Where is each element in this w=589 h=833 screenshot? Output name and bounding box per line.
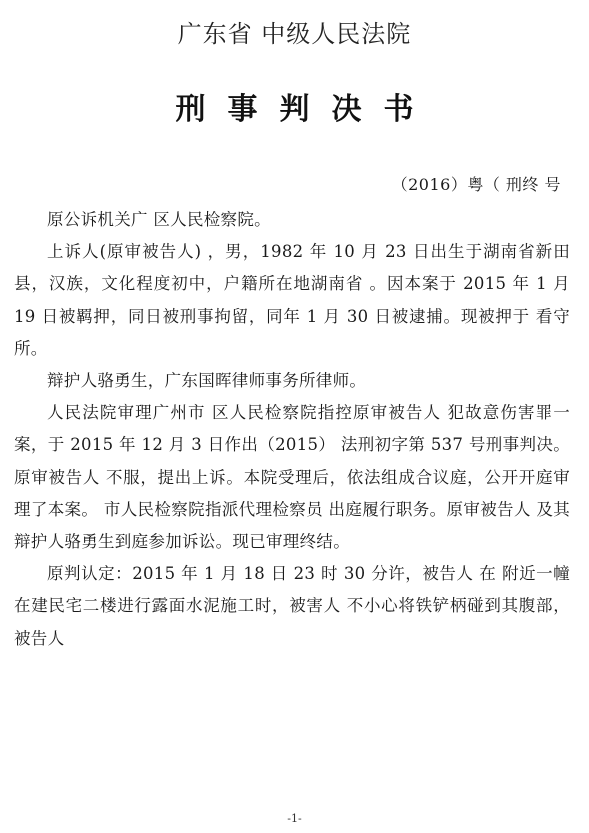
appellant-paragraph: 上诉人(原审被告人) ，男，1982 年 10 月 23 日出生于湖南省新田县，汉族，文化程度初中，户籍所在地湖南省 。因本案于 2015 年 1 月 19 日被羁押，同日被刑事拘留，同年 1 月 30 日被逮捕。现被押于 看守所。 bbox=[14, 242, 570, 358]
procedure-paragraph: 人民法院审理广州市 区人民检察院指控原审被告人 犯故意伤害罪一案，于 2015 年 12 月 3 日作出（2015） 法刑初字第 537 号刑事判决。原审被告人 不服，提出上诉。本院受理后，依法组成合议庭，公开开庭审理了本案。 市人民检察院指派代理检察员 出庭履行职务。原审被告人 及其辩护人骆勇生到庭参加诉讼。现已审理终结。 bbox=[14, 403, 570, 552]
defender-paragraph: 辩护人骆勇生，广东国晖律师事务所律师。 bbox=[47, 371, 367, 391]
judgment-body bbox=[14, 204, 570, 655]
findings-paragraph: 原判认定：2015 年 1 月 18 日 23 时 30 分许，被告人 在 附近一幢在建民宅二楼进行露面水泥施工时，被害人 不小心将铁铲柄碰到其腹部，被告人 bbox=[14, 564, 570, 648]
case-number: （2016）粤（ 刑终 号 bbox=[391, 175, 561, 194]
document-title: 刑事判决书 bbox=[175, 92, 436, 127]
prosecutor-paragraph: 原公诉机关广 区人民检察院。 bbox=[47, 210, 271, 229]
page-number: -1- bbox=[287, 812, 302, 825]
court-name: 广东省 中级人民法院 bbox=[177, 20, 412, 48]
